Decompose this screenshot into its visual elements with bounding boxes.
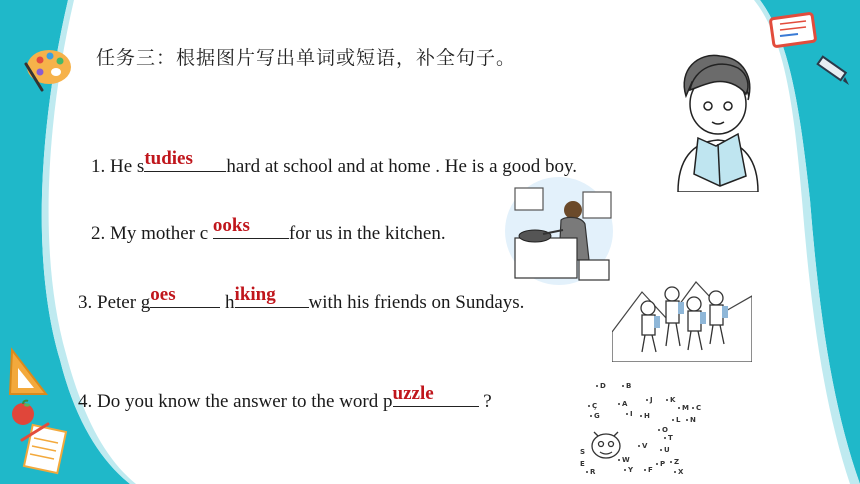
task-title: 任务三：根据图片写出单词或短语，补全句子。 <box>96 47 517 69</box>
sentence-4-post: ? <box>478 391 492 412</box>
puzzle-dot <box>656 463 658 465</box>
puzzle-dot <box>586 471 588 473</box>
notebook-icon <box>768 12 818 48</box>
puzzle-letter: H <box>644 412 650 420</box>
puzzle-dot <box>588 405 590 407</box>
puzzle-letter: R <box>590 468 596 476</box>
puzzle-letter: M <box>682 404 689 412</box>
palette-icon <box>20 42 74 96</box>
sentence-2-post: for us in the kitchen. <box>288 223 446 244</box>
puzzle-letter: E <box>580 460 585 468</box>
puzzle-letter: C <box>696 404 702 412</box>
puzzle-letter: W <box>622 456 630 464</box>
puzzle-dot <box>626 413 628 415</box>
sentence-1 <box>91 148 578 178</box>
puzzle-letter: S <box>580 448 586 456</box>
puzzle-letters <box>578 382 701 476</box>
sentence-1-post: hard at school and at home . He is a good boy. <box>226 156 578 177</box>
dot-puzzle-illustration <box>578 380 708 480</box>
puzzle-letter: T <box>668 434 673 442</box>
sentence-3-post: with his friends on Sundays. <box>308 292 525 313</box>
sentence-3-blank-2 <box>234 284 309 308</box>
puzzle-dot <box>624 469 626 471</box>
puzzle-letter: Ç <box>592 402 598 410</box>
puzzle-dot <box>640 415 642 417</box>
puzzle-dot <box>596 385 598 387</box>
boy-reading-illustration <box>668 50 764 192</box>
puzzle-letter: Y <box>628 466 634 474</box>
puzzle-letter: K <box>670 396 676 404</box>
sentence-3-blank-1 <box>150 284 220 308</box>
puzzle-letter: Z <box>674 458 680 466</box>
puzzle-letter: J <box>650 396 653 404</box>
sentence-3-answer-2: iking <box>234 284 276 305</box>
hiking-illustration <box>612 272 752 362</box>
sentence-2 <box>91 215 446 245</box>
sentence-4 <box>78 383 492 413</box>
ruler-icon <box>6 346 50 398</box>
sentence-3-pre: 3. Peter g <box>78 292 151 313</box>
mother-cooking-illustration <box>503 176 615 286</box>
puzzle-letter: O <box>662 426 668 434</box>
puzzle-letter: G <box>594 412 600 420</box>
sentence-3 <box>78 284 525 314</box>
sentence-4-pre: 4. Do you know the answer to the word p <box>78 391 393 412</box>
puzzle-dot <box>622 385 624 387</box>
puzzle-dot <box>660 449 662 451</box>
sentence-2-blank <box>212 215 289 239</box>
puzzle-letter: U <box>664 446 670 454</box>
puzzle-dot <box>674 471 676 473</box>
notepad-icon <box>18 420 74 478</box>
puzzle-face <box>592 432 620 458</box>
puzzle-letter: B <box>626 382 632 390</box>
sentence-4-answer: uzzle <box>392 383 434 404</box>
puzzle-dot <box>638 445 640 447</box>
puzzle-dot <box>686 419 688 421</box>
puzzle-dot <box>618 403 620 405</box>
puzzle-dot <box>666 399 668 401</box>
puzzle-letter: N <box>690 416 696 424</box>
puzzle-dot <box>672 419 674 421</box>
sentence-1-pre: 1. He s <box>91 156 145 177</box>
puzzle-letter: F <box>648 466 653 474</box>
puzzle-dot <box>644 469 646 471</box>
puzzle-dot <box>618 459 620 461</box>
puzzle-dot <box>692 407 694 409</box>
sentence-2-answer: ooks <box>212 215 250 236</box>
sentence-1-blank <box>144 148 226 172</box>
puzzle-letter: V <box>642 442 648 450</box>
sentence-4-blank <box>392 383 479 407</box>
puzzle-letter: X <box>678 468 684 476</box>
puzzle-letter: D <box>600 382 606 390</box>
sentence-2-pre: 2. My mother c <box>91 223 213 244</box>
puzzle-dot <box>646 399 648 401</box>
pencil-icon <box>812 52 852 88</box>
sentence-3-answer-1: oes <box>150 284 176 305</box>
puzzle-dot <box>670 461 672 463</box>
puzzle-letter: L <box>676 416 681 424</box>
puzzle-dot <box>590 415 592 417</box>
sentence-1-answer: tudies <box>144 148 193 169</box>
puzzle-letter: P <box>660 460 666 468</box>
puzzle-dot <box>664 437 666 439</box>
puzzle-letter: I <box>630 410 633 418</box>
puzzle-dot <box>658 429 660 431</box>
puzzle-dot <box>678 407 680 409</box>
sentence-3-mid: h <box>220 292 235 313</box>
puzzle-letter: A <box>622 400 628 408</box>
